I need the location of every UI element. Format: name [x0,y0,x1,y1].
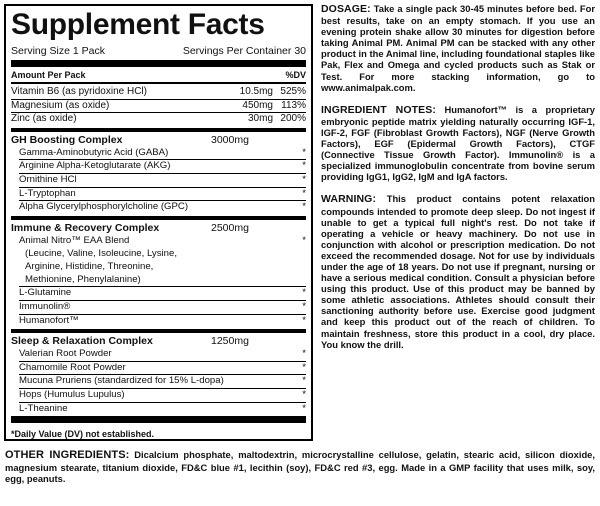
panel-title: Supplement Facts [11,8,265,41]
ingredient-row [19,187,306,201]
label-text-column [321,3,595,361]
ingredient-row [19,286,306,300]
ingredient-name: Ornithine HCl [19,173,77,185]
blend-components: Arginine, Histidine, Threonine, [25,261,154,273]
nutrient-row [11,112,306,126]
ingredient-row [19,348,306,361]
warning-text: This product contains potent relaxation compounds intended to promote deep sleep. Do not ingest if unable to get a typical full night's rest. Do not take if operating a vehicle or heavy machinery. Do not use in conjunction with alcohol or prescription medication. Do not exceed the recommended dosage. Not for use by individuals under the age of 18 years. Do not use if pregnant, nursing or have a serious medical condition. Consult a physician before using this product. Use of this product may be banned by some athletic associations. Athletes should consult their sanctioning authority before use. Exercise good judgment and keep this product out of the reach of children. To maintain freshness, store this product in a cool, dry place. You know the drill. [321,193,595,350]
group-name: Immune & Recovery Complex [11,221,160,234]
group-sleep-relaxation [11,335,306,348]
nutrient-dv: 113% [281,99,306,111]
ingredient-notes-text: Humanofort™ is a proprietary embryonic peptide matrix yielding naturally occurring IGF-1, IGF-2, FGF (Fibroblast Growth Factors), NGF (Nerve Growth Factors), EGF (Epidermal Growth Factors), CTGF (Connective Tissue Growth Factor). Immunolin® is a specialized immunoglobulin concentrate from bovine serum providing IgG1, IgG2, IgM and IgA factors. [321,103,596,183]
nutrient-amount: 30mg [247,113,273,125]
group-immune-recovery [11,222,306,235]
ingredient-row [19,388,306,402]
serving-size: Serving Size 1 Pack [11,45,105,57]
other-ingredients-section [5,449,595,485]
ingredient-name: Mucuna Pruriens (standardized for 15% L-dopa) [19,375,224,387]
divider-medium [11,216,306,220]
amount-header-row [11,69,306,81]
ingredient-name: Humanofort™ [19,314,79,326]
ingredient-name: Immunolin® [19,300,71,312]
ingredient-dv: * [302,146,306,158]
ingredient-dv: * [302,388,306,400]
dv-header: %DV [285,70,306,80]
ingredient-name: L-Theanine [19,402,68,414]
blend-components: (Leucine, Valine, Isoleucine, Lysine, [25,248,177,260]
group-amount: 3000mg [211,133,249,146]
nutrient-list [11,86,306,126]
group-gh-boosting [11,134,306,147]
ingredient-notes-label: INGREDIENT NOTES: [321,103,436,116]
other-ingredients-text: Dicalcium phosphate, maltodextrin, microcrystalline cellulose, gelatin, stearic acid, silicon dioxide, magnesium stearate, titanium dioxide, FD&C blue #1, lecithin (soy), FD&C red #3, egg. Made in a GMP facility that uses milk, soy, egg, peanuts. [5,449,595,485]
ingredient-dv: * [302,234,306,246]
ingredient-row [19,147,306,160]
dosage-label: DOSAGE: [321,3,371,15]
dosage-section [321,3,595,93]
servings-per-container: Servings Per Container 30 [182,45,306,57]
ingredient-name: Valerian Root Powder [19,348,112,360]
nutrient-amount: 10.5mg [239,86,273,97]
ingredient-dv: * [302,300,306,312]
ingredient-row [19,374,306,388]
blend-name: Animal Nitro™ EAA Blend [19,234,130,246]
ingredient-name: Hops (Humulus Lupulus) [19,388,125,400]
nutrient-name: Magnesium (as oxide) [11,99,110,111]
nutrient-dv: 200% [280,113,306,125]
warning-section [321,193,595,349]
amount-header: Amount Per Pack [11,70,86,80]
ingredient-dv: * [302,375,306,387]
nutrient-row [11,99,306,113]
ingredient-notes-section [321,104,595,183]
ingredient-dv: * [302,287,306,299]
nutrient-amount: 450mg [242,99,273,111]
blend-components: Methionine, Phenylalanine) [25,274,141,286]
ingredient-dv: * [302,160,306,172]
ingredient-row [19,314,306,328]
ingredient-row [19,159,306,173]
dosage-text: Take a single pack 30-45 minutes before bed. For best results, take on an empty stomach. If you use an evening protein shake allow 30 minutes for digestion before taking Animal PM. Animal PM can be stacked with any other product in the Animal line, including foundational staples like Pak, Flex and Omega and cycled products such as Stak or Test. For more stacking information, go to www.animalpak.com. [321,3,595,93]
ingredient-name: L-Tryptophan [19,187,76,199]
dv-footnote: *Daily Value (DV) not established. [11,429,155,440]
divider-medium [11,329,306,333]
ingredient-dv: * [302,201,306,213]
ingredient-row [19,173,306,187]
nutrient-dv: 525% [280,86,306,97]
supplement-facts-panel [4,4,313,441]
ingredient-dv: * [302,314,306,326]
ingredient-dv: * [302,173,306,185]
blend-row [19,235,306,248]
serving-info [11,45,306,57]
ingredient-row [19,200,306,214]
ingredient-name: Chamomile Root Powder [19,361,126,373]
ingredient-dv: * [302,361,306,373]
nutrient-name: Vitamin B6 (as pyridoxine HCl) [11,86,147,97]
divider-thick [11,416,306,423]
ingredient-name: Arginine Alpha-Ketoglutarate (AKG) [19,160,171,172]
nutrient-row [11,86,306,99]
ingredient-dv: * [302,402,306,414]
other-ingredients-label: OTHER INGREDIENTS: [5,449,130,461]
ingredient-row [19,300,306,314]
nutrient-name: Zinc (as oxide) [11,113,77,125]
group-name: Sleep & Relaxation Complex [11,335,153,348]
group-name: GH Boosting Complex [11,133,123,146]
ingredient-name: Alpha Glycerylphosphorylcholine (GPC) [19,201,189,213]
ingredient-name: L-Glutamine [19,287,72,299]
divider-thin [11,82,306,84]
divider-thick [11,60,306,67]
ingredient-dv: * [302,348,306,360]
group-amount: 2500mg [211,221,249,234]
ingredient-row [19,402,306,416]
divider-medium [11,128,306,132]
ingredient-name: Gamma-Aminobutyric Acid (GABA) [19,146,169,158]
warning-label: WARNING: [321,193,377,206]
ingredient-row [19,361,306,375]
ingredient-dv: * [302,187,306,199]
group-amount: 1250mg [211,335,249,348]
